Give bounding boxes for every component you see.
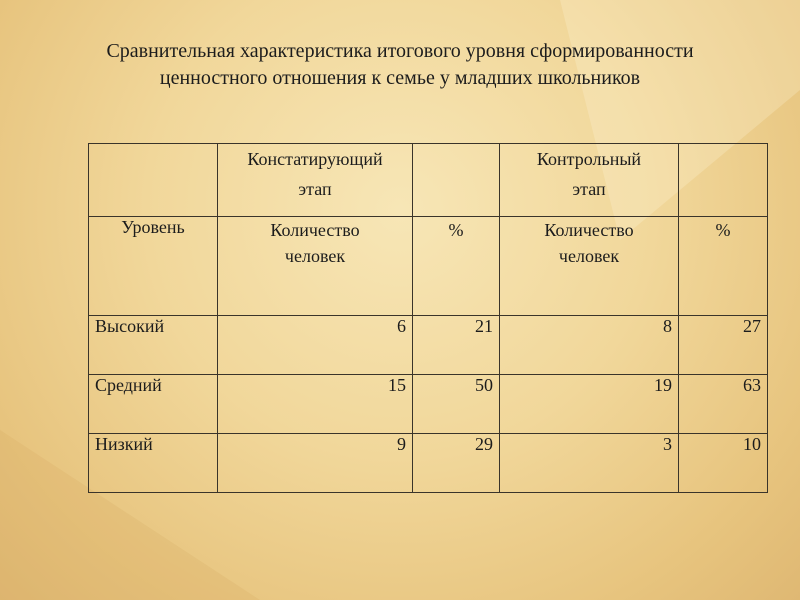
level-cell: Средний [89,375,218,434]
pct1-cell: 29 [413,434,500,493]
empty-header-cell [679,144,768,217]
pct1-cell: 50 [413,375,500,434]
level-cell: Высокий [89,316,218,375]
comparison-table [88,143,768,493]
count2-cell: 8 [500,316,679,375]
empty-header-cell [413,144,500,217]
pct2-header: % [679,217,768,316]
pct2-cell: 10 [679,434,768,493]
count2-header-line-2: человек [558,246,620,266]
count1-cell: 15 [218,375,413,434]
level-header: Уровень [89,217,218,316]
stage2-header [500,144,679,217]
count1-cell: 6 [218,316,413,375]
count2-header-line-1: Количество [544,220,634,240]
column-header-row [89,217,768,316]
count1-header-line-2: человек [284,246,346,266]
table-row [89,375,768,434]
title-line-2: ценностного отношения к семье у младших школьников [159,67,641,89]
empty-corner-cell [89,144,218,217]
count1-header-line-1: Количество [270,220,360,240]
pct1-cell: 21 [413,316,500,375]
slide-title [60,38,740,92]
stage1-header [218,144,413,217]
count2-header [500,217,679,316]
stage2-line-2: этап [572,179,606,199]
stage1-line-1: Констатирующий [247,149,383,169]
count2-cell: 3 [500,434,679,493]
stage1-line-2: этап [298,179,332,199]
stage-header-row [89,144,768,217]
title-line-1: Сравнительная характеристика итогового уровня сформированности [106,40,694,62]
count1-header [218,217,413,316]
level-cell: Низкий [89,434,218,493]
stage2-line-1: Контрольный [536,149,642,169]
table-row [89,316,768,375]
pct2-cell: 63 [679,375,768,434]
count2-cell: 19 [500,375,679,434]
count1-cell: 9 [218,434,413,493]
pct2-cell: 27 [679,316,768,375]
pct1-header: % [413,217,500,316]
table-row [89,434,768,493]
